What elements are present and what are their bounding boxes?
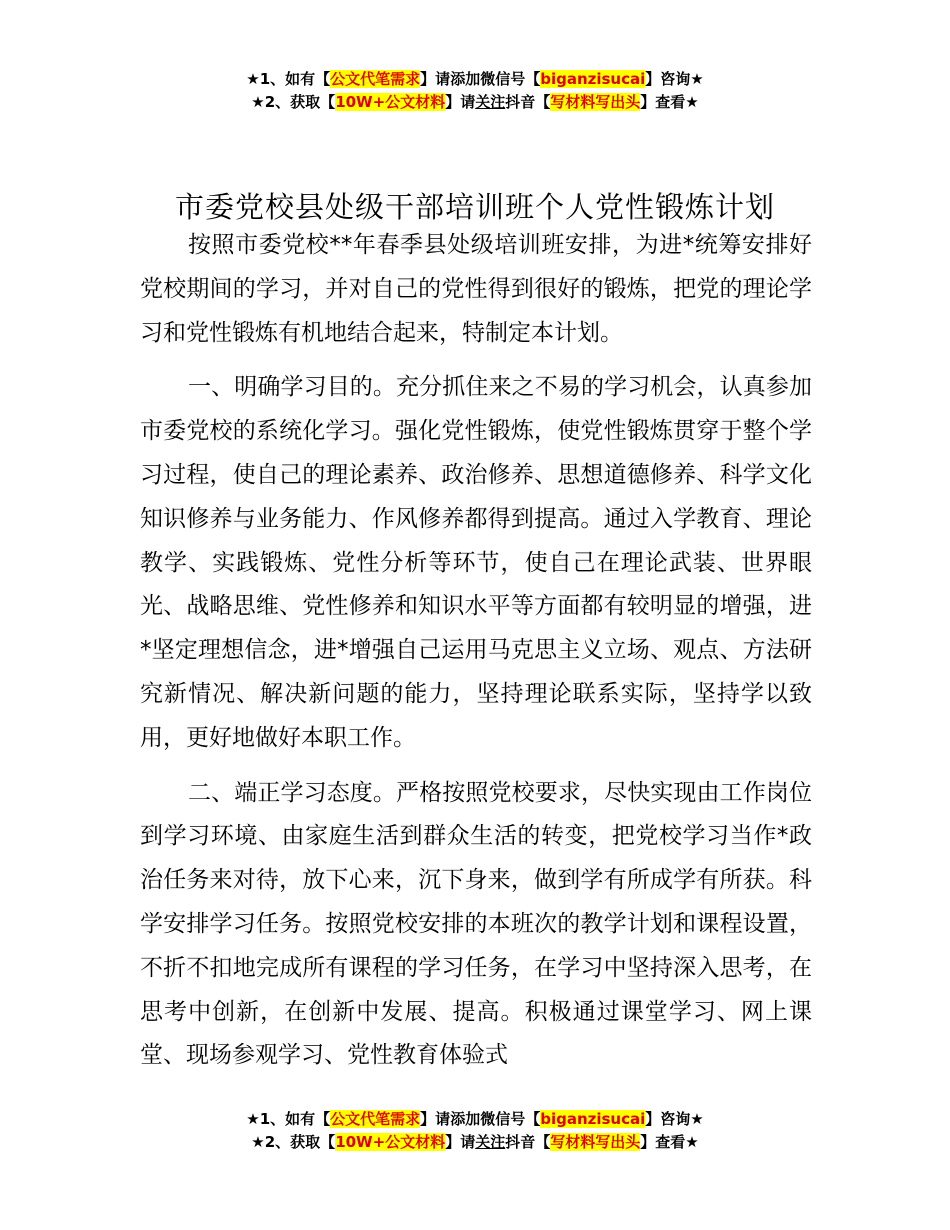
paragraph-intro: 按照市委党校**年春季县处级培训班安排，为进*统筹安排好党校期间的学习，并对自己的党性得到很好的锻炼，把党的理论学习和党性锻炼有机地结合起来，特制定本计划。	[140, 232, 812, 346]
footer-highlight-wechat: biganzisucai	[540, 1110, 646, 1128]
banner-highlight-douyin: 写材料写出头	[550, 93, 641, 111]
banner-line-2	[0, 91, 950, 114]
footer-line1-strong: 添加	[450, 1110, 481, 1128]
footer-banner	[0, 1108, 950, 1154]
banner-line1-mid2: 微信号【	[480, 70, 541, 88]
footer-line1-suffix: 】咨询★	[645, 1110, 704, 1128]
banner-line2-strong: 关注	[475, 93, 506, 111]
footer-line1-prefix: ★1、如有【	[246, 1110, 331, 1128]
banner-highlight-service: 公文代笔需求	[330, 70, 421, 88]
footer-banner-line-1	[0, 1108, 950, 1131]
paragraph-section-2: 二、端正学习态度。严格按照党校要求，尽快实现由工作岗位到学习环境、由家庭生活到群众生活的转变，把党校学习当作*政治任务来对待，放下心来，沉下身来，做到学有所成学有所获。科学安排学习任务。按照党校安排的本班次的教学计划和课程设置，不折不扣地完成所有课程的学习任务，在学习中坚持深入思考，在思考中创新，在创新中发展、提高。积极通过课堂学习、网上课堂、现场参观学习、党性教育体验式	[140, 779, 812, 1069]
banner-line1-strong: 添加	[450, 70, 481, 88]
banner-line2-mid2: 抖音【	[505, 93, 551, 111]
document-title: 市委党校县处级干部培训班个人党性锻炼计划	[174, 190, 775, 225]
footer-highlight-douyin: 写材料写出头	[550, 1133, 641, 1151]
banner-line2-mid1: 】请	[445, 93, 476, 111]
banner-highlight-wechat: biganzisucai	[540, 70, 646, 88]
banner-line2-prefix: ★2、获取【	[251, 93, 336, 111]
footer-highlight-materials: 10W+公文材料	[335, 1133, 446, 1151]
paragraph-section-1: 一、明确学习目的。充分抓住来之不易的学习机会，认真参加市委党校的系统化学习。强化党性锻炼，使党性锻炼贯穿于整个学习过程，使自己的理论素养、政治修养、思想道德修养、科学文化知识修养与业务能力、作风修养都得到提高。通过入学教育、理论教学、实践锻炼、党性分析等环节，使自己在理论武装、世界眼光、战略思维、党性修养和知识水平等方面都有较明显的增强，进*坚定理想信念，进*增强自己运用马克思主义立场、观点、方法研究新情况、解决新问题的能力，坚持理论联系实际，坚持学以致用，更好地做好本职工作。	[140, 374, 812, 751]
banner-line1-mid1: 】请	[420, 70, 451, 88]
banner-line1-suffix: 】咨询★	[645, 70, 704, 88]
banner-line2-suffix: 】查看★	[640, 93, 699, 111]
footer-highlight-service: 公文代笔需求	[330, 1110, 421, 1128]
banner-highlight-materials: 10W+公文材料	[335, 93, 446, 111]
footer-line2-suffix: 】查看★	[640, 1133, 699, 1151]
header-banner	[0, 68, 950, 114]
footer-line2-strong: 关注	[475, 1133, 506, 1151]
footer-line1-mid1: 】请	[420, 1110, 451, 1128]
footer-line1-mid2: 微信号【	[480, 1110, 541, 1128]
footer-line2-mid2: 抖音【	[505, 1133, 551, 1151]
banner-line1-prefix: ★1、如有【	[246, 70, 331, 88]
footer-banner-line-2	[0, 1131, 950, 1154]
document-body	[140, 224, 812, 1089]
banner-line-1	[0, 68, 950, 91]
footer-line2-prefix: ★2、获取【	[251, 1133, 336, 1151]
footer-line2-mid1: 】请	[445, 1133, 476, 1151]
